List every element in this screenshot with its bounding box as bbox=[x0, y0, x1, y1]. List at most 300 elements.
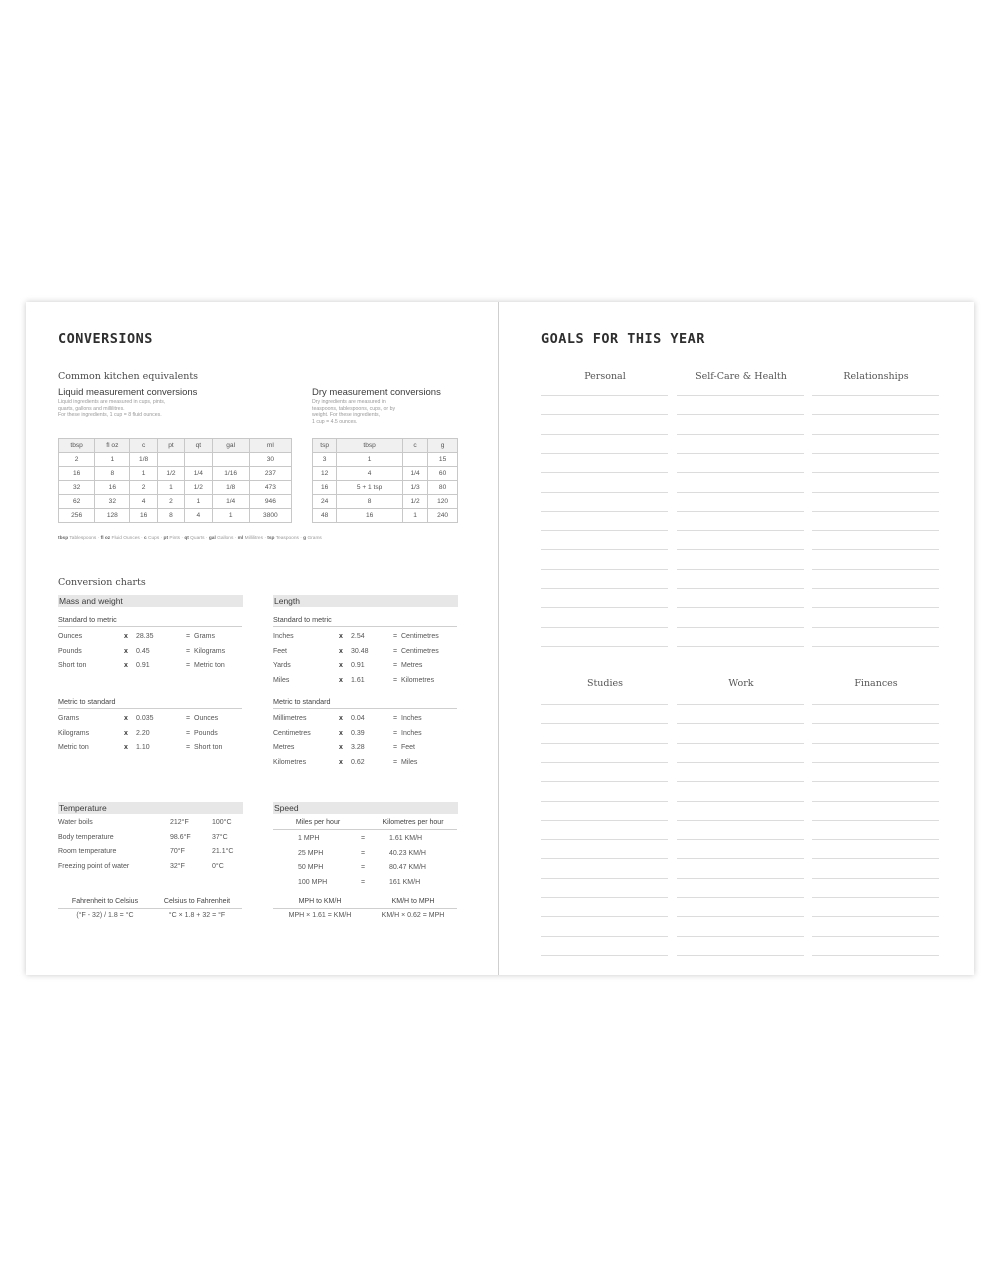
goals-bottom-goal-line bbox=[812, 955, 939, 956]
goals-bottom-goal-line bbox=[541, 704, 668, 705]
goals-top-goal-line bbox=[677, 627, 804, 628]
temperature-row bbox=[58, 819, 248, 829]
legend-item: qt Quarts · bbox=[184, 536, 209, 541]
dry-cell: 8 bbox=[337, 495, 403, 509]
goals-bottom-goal-line bbox=[677, 801, 804, 802]
mph-column-header: Miles per hour bbox=[295, 819, 341, 826]
mass-metric-cell: = bbox=[186, 715, 191, 722]
speed-cell: 100 MPH bbox=[298, 879, 328, 887]
goals-page bbox=[499, 302, 974, 975]
divider bbox=[273, 626, 457, 627]
mass-metric-cell: 0.035 bbox=[136, 715, 154, 722]
dry-header-cell: tbsp bbox=[337, 439, 403, 453]
liquid-cell: 1 bbox=[185, 495, 212, 509]
goals-bottom-goal-line bbox=[541, 878, 668, 879]
mass-metric-cell: x bbox=[124, 715, 128, 722]
mass-std-row bbox=[58, 662, 248, 672]
dry-cell: 5 + 1 tsp bbox=[337, 481, 403, 495]
dry-note-line: 1 cup = 4.5 ounces. bbox=[312, 418, 358, 425]
dry-header-row bbox=[313, 439, 458, 453]
liquid-note bbox=[58, 399, 248, 419]
mph-to-kmh-formula: MPH × 1.61 = KM/H bbox=[288, 912, 352, 919]
goals-top-goal-line bbox=[677, 530, 804, 531]
legend-item: gal Gallons · bbox=[208, 536, 238, 541]
goals-top-goal-line bbox=[541, 646, 668, 647]
goals-bottom-goal-line bbox=[812, 801, 939, 802]
goals-top-goal-line bbox=[677, 492, 804, 493]
mass-metric-to-std-label: Metric to standard bbox=[58, 697, 116, 706]
goals-bottom-goal-line bbox=[677, 781, 804, 782]
liquid-row bbox=[59, 453, 292, 467]
dry-row bbox=[313, 481, 458, 495]
mass-metric-cell: = bbox=[186, 729, 191, 737]
dry-cell: 1/2 bbox=[402, 495, 427, 509]
conversions-page bbox=[26, 302, 498, 975]
temperature-cell: 98.6°F bbox=[170, 833, 191, 841]
dry-row bbox=[313, 495, 458, 509]
liquid-table bbox=[58, 438, 292, 523]
dry-row bbox=[313, 509, 458, 523]
goals-top-goal-line bbox=[541, 414, 668, 415]
liquid-cell: 1/4 bbox=[212, 495, 249, 509]
length-metric-row bbox=[273, 744, 463, 754]
dry-cell: 16 bbox=[337, 509, 403, 523]
goals-top-goal-line bbox=[812, 569, 939, 570]
length-std-cell: = bbox=[393, 662, 398, 670]
temperature-cell: Water boils bbox=[58, 819, 93, 826]
goals-top-goal-line bbox=[812, 588, 939, 589]
goals-bottom-goal-line bbox=[541, 936, 668, 937]
liquid-header-cell: fl oz bbox=[95, 439, 130, 453]
mass-std-cell: 28.35 bbox=[136, 633, 154, 640]
dry-cell: 60 bbox=[428, 467, 458, 481]
length-metric-cell: x bbox=[339, 715, 343, 722]
liquid-row bbox=[59, 481, 292, 495]
kmh-column-header: Kilometres per hour bbox=[382, 819, 444, 826]
goals-top-goal-line bbox=[812, 607, 939, 608]
liquid-cell: 946 bbox=[249, 495, 291, 509]
goals-top-goal-line bbox=[541, 492, 668, 493]
mass-std-cell: = bbox=[186, 647, 191, 655]
goals-top-goal-line bbox=[812, 414, 939, 415]
dry-note-line: teaspoons, tablespoons, cups, or by bbox=[312, 405, 396, 412]
mass-metric-cell: x bbox=[124, 729, 128, 737]
liquid-cell: 32 bbox=[95, 495, 130, 509]
legend-abbr: ml bbox=[237, 536, 244, 541]
liquid-header-cell: qt bbox=[185, 439, 212, 453]
liquid-cell: 30 bbox=[249, 453, 291, 467]
mass-std-cell: = bbox=[186, 633, 191, 640]
speed-row bbox=[273, 850, 463, 860]
goals-bottom-goal-line bbox=[677, 916, 804, 917]
temperature-row bbox=[58, 848, 248, 858]
mass-metric-row bbox=[58, 730, 248, 740]
speed-heading: Speed bbox=[273, 802, 458, 814]
goals-bottom-goal-line bbox=[541, 897, 668, 898]
length-metric-cell: Miles bbox=[401, 759, 418, 767]
liquid-cell: 1/4 bbox=[185, 467, 212, 481]
liquid-header-cell: gal bbox=[212, 439, 249, 453]
goals-top-goal-line bbox=[812, 492, 939, 493]
mass-std-cell: x bbox=[124, 662, 128, 670]
liquid-note-line: quarts, gallons and millilitres. bbox=[58, 405, 125, 412]
goals-top-goal-line bbox=[812, 646, 939, 647]
legend-abbr: c bbox=[144, 536, 147, 541]
liquid-cell: 1/8 bbox=[212, 481, 249, 495]
length-metric-cell: Metres bbox=[273, 744, 295, 752]
liquid-row bbox=[59, 509, 292, 523]
length-std-cell: 0.91 bbox=[351, 662, 365, 670]
length-std-cell: Miles bbox=[273, 677, 290, 685]
goals-title: GOALS FOR THIS YEAR bbox=[541, 331, 705, 347]
liquid-cell: 16 bbox=[59, 467, 95, 481]
goals-bottom-goal-line bbox=[541, 801, 668, 802]
speed-cell: 50 MPH bbox=[298, 864, 324, 872]
liquid-cell: 1 bbox=[95, 453, 130, 467]
liquid-header-row bbox=[59, 439, 292, 453]
goals-top-goal-line bbox=[677, 395, 804, 396]
speed-cell: 161 KM/H bbox=[389, 879, 421, 887]
mass-metric-row bbox=[58, 744, 248, 754]
dry-header-cell: c bbox=[402, 439, 427, 453]
goals-bottom-goal-line bbox=[812, 897, 939, 898]
length-metric-cell: Centimetres bbox=[273, 729, 311, 737]
speed-cell: 40.23 KM/H bbox=[389, 849, 426, 857]
temperature-cell: 100°C bbox=[212, 819, 232, 826]
dry-cell: 15 bbox=[428, 453, 458, 467]
goals-top-goal-line bbox=[541, 453, 668, 454]
goals-bottom-goal-line bbox=[677, 820, 804, 821]
speed-cell: 1 MPH bbox=[298, 835, 320, 842]
liquid-cell: 237 bbox=[249, 467, 291, 481]
kitchen-heading: Common kitchen equivalents bbox=[58, 371, 199, 382]
speed-cell: = bbox=[361, 835, 366, 842]
liquid-header-cell: ml bbox=[249, 439, 291, 453]
dry-table bbox=[312, 438, 458, 523]
liquid-cell: 1/8 bbox=[130, 453, 157, 467]
speed-cell: 25 MPH bbox=[298, 849, 324, 857]
liquid-heading: Liquid measurement conversions bbox=[58, 387, 198, 398]
goals-bottom-goal-line bbox=[812, 704, 939, 705]
speed-cell: = bbox=[361, 849, 366, 857]
speed-cell: 1.61 KM/H bbox=[389, 835, 423, 842]
mass-std-cell: = bbox=[186, 662, 191, 670]
length-metric-cell: = bbox=[393, 744, 398, 752]
mass-metric-cell: Pounds bbox=[194, 729, 218, 737]
goals-top-goal-line bbox=[677, 414, 804, 415]
length-std-cell: 2.54 bbox=[351, 633, 365, 640]
length-metric-cell: 0.04 bbox=[351, 715, 365, 722]
length-metric-cell: Inches bbox=[401, 715, 422, 722]
divider bbox=[273, 829, 457, 830]
divider bbox=[58, 708, 242, 709]
goals-bottom-goal-line bbox=[677, 858, 804, 859]
length-metric-row bbox=[273, 715, 463, 725]
dry-note-line: Dry ingredients are measured in bbox=[312, 399, 386, 405]
mass-metric-cell: x bbox=[124, 744, 128, 752]
liquid-cell: 1 bbox=[212, 509, 249, 523]
goals-bottom-goal-line bbox=[677, 723, 804, 724]
temperature-cell: Body temperature bbox=[58, 833, 114, 841]
length-std-cell: = bbox=[393, 633, 398, 640]
mass-std-cell: Pounds bbox=[58, 647, 82, 655]
liquid-cell bbox=[185, 453, 212, 467]
length-std-cell: x bbox=[339, 677, 343, 685]
liquid-cell: 16 bbox=[95, 481, 130, 495]
speed-cell: 80.47 KM/H bbox=[389, 864, 426, 872]
mass-std-row bbox=[58, 648, 248, 658]
goals-bottom-goal-line bbox=[541, 762, 668, 763]
liquid-cell: 62 bbox=[59, 495, 95, 509]
length-metric-to-std-label: Metric to standard bbox=[273, 697, 331, 706]
liquid-cell: 473 bbox=[249, 481, 291, 495]
goals-bottom-goal-line bbox=[812, 858, 939, 859]
mass-std-cell: x bbox=[124, 633, 128, 640]
speed-row bbox=[273, 835, 463, 845]
goals-top-goal-line bbox=[541, 530, 668, 531]
liquid-cell: 2 bbox=[157, 495, 184, 509]
c-to-f-formula: °C × 1.8 + 32 = °F bbox=[168, 912, 226, 919]
liquid-cell bbox=[212, 453, 249, 467]
goals-bottom-goal-line bbox=[677, 897, 804, 898]
liquid-cell: 1/16 bbox=[212, 467, 249, 481]
goals-bottom-goal-line bbox=[541, 781, 668, 782]
goals-top-goal-line bbox=[677, 549, 804, 550]
length-metric-cell: = bbox=[393, 759, 398, 767]
length-metric-row bbox=[273, 759, 463, 769]
length-std-cell: Metres bbox=[401, 662, 423, 670]
goals-top-goal-line bbox=[677, 434, 804, 435]
liquid-cell: 1 bbox=[130, 467, 157, 481]
goals-bottom-goal-line bbox=[541, 955, 668, 956]
goals-bottom-goal-line bbox=[677, 955, 804, 956]
mass-std-row bbox=[58, 633, 248, 643]
dry-cell: 4 bbox=[337, 467, 403, 481]
legend-abbr: gal bbox=[208, 536, 216, 541]
temperature-row bbox=[58, 863, 248, 873]
goals-bottom-category-heading: Work bbox=[728, 678, 754, 689]
temperature-cell: Room temperature bbox=[58, 848, 117, 856]
length-metric-cell: x bbox=[339, 729, 343, 737]
length-std-cell: = bbox=[393, 647, 398, 655]
liquid-cell: 32 bbox=[59, 481, 95, 495]
length-std-row bbox=[273, 662, 463, 672]
mass-metric-cell: Metric ton bbox=[58, 744, 89, 752]
length-std-cell: x bbox=[339, 633, 343, 640]
f-to-c-label: Fahrenheit to Celsius bbox=[71, 898, 139, 905]
goals-bottom-category-heading: Finances bbox=[854, 678, 898, 689]
goals-bottom-goal-line bbox=[677, 704, 804, 705]
liquid-cell: 2 bbox=[130, 481, 157, 495]
liquid-cell: 4 bbox=[185, 509, 212, 523]
goals-bottom-goal-line bbox=[541, 839, 668, 840]
length-std-cell: 1.61 bbox=[351, 677, 365, 685]
goals-bottom-goal-line bbox=[677, 839, 804, 840]
length-metric-cell: Feet bbox=[401, 744, 416, 752]
liquid-header-cell: pt bbox=[157, 439, 184, 453]
goals-top-goal-line bbox=[812, 530, 939, 531]
temperature-cell: 0°C bbox=[212, 863, 224, 871]
goals-top-goal-line bbox=[812, 627, 939, 628]
mass-heading: Mass and weight bbox=[58, 595, 243, 607]
temperature-cell: Freezing point of water bbox=[58, 863, 130, 871]
temperature-row bbox=[58, 834, 248, 844]
goals-top-goal-line bbox=[677, 511, 804, 512]
dry-cell: 24 bbox=[313, 495, 337, 509]
goals-top-goal-line bbox=[541, 395, 668, 396]
legend-item: fl oz Fluid Ounces · bbox=[100, 536, 145, 541]
length-std-cell: Yards bbox=[273, 662, 291, 670]
dry-cell: 12 bbox=[313, 467, 337, 481]
legend-item: tsp Teaspoons · bbox=[267, 536, 304, 541]
mass-std-cell: 0.91 bbox=[136, 662, 150, 670]
legend-abbr: tsp bbox=[267, 536, 275, 541]
length-metric-cell: Inches bbox=[401, 729, 422, 737]
goals-bottom-goal-line bbox=[541, 743, 668, 744]
temperature-cell: 37°C bbox=[212, 833, 228, 841]
length-metric-row bbox=[273, 730, 463, 740]
legend-abbr: pt bbox=[163, 536, 169, 541]
goals-top-goal-line bbox=[541, 588, 668, 589]
goals-bottom-goal-line bbox=[677, 878, 804, 879]
goals-bottom-goal-line bbox=[541, 858, 668, 859]
legend-item: pt Pints · bbox=[163, 536, 185, 541]
goals-top-goal-line bbox=[541, 569, 668, 570]
goals-top-goal-line bbox=[541, 627, 668, 628]
goals-bottom-goal-line bbox=[812, 839, 939, 840]
goals-bottom-goal-line bbox=[812, 820, 939, 821]
dry-cell: 1 bbox=[337, 453, 403, 467]
mass-metric-cell: Short ton bbox=[194, 744, 223, 752]
length-metric-cell: 0.39 bbox=[351, 729, 365, 737]
liquid-cell: 128 bbox=[95, 509, 130, 523]
legend-abbr: fl oz bbox=[100, 536, 111, 541]
goals-bottom-goal-line bbox=[541, 723, 668, 724]
mass-metric-cell: Ounces bbox=[194, 715, 219, 722]
dry-cell: 240 bbox=[428, 509, 458, 523]
kmh-to-mph-formula: KM/H × 0.62 = MPH bbox=[381, 912, 445, 919]
length-heading: Length bbox=[273, 595, 458, 607]
liquid-cell: 3800 bbox=[249, 509, 291, 523]
mass-std-cell: Grams bbox=[194, 633, 215, 640]
length-metric-cell: 0.62 bbox=[351, 759, 365, 767]
goals-top-goal-line bbox=[677, 607, 804, 608]
dry-row bbox=[313, 453, 458, 467]
goals-top-category-heading: Relationships bbox=[843, 371, 909, 382]
dry-note bbox=[312, 399, 472, 425]
goals-top-goal-line bbox=[812, 511, 939, 512]
goals-bottom-goal-line bbox=[812, 723, 939, 724]
dry-heading: Dry measurement conversions bbox=[312, 387, 441, 398]
liquid-header-cell: c bbox=[130, 439, 157, 453]
length-std-cell: Inches bbox=[273, 633, 294, 640]
length-metric-cell: x bbox=[339, 759, 343, 767]
liquid-cell: 8 bbox=[95, 467, 130, 481]
goals-bottom-goal-line bbox=[812, 916, 939, 917]
liquid-cell: 1 bbox=[157, 481, 184, 495]
goals-top-goal-line bbox=[677, 646, 804, 647]
c-to-f-label: Celsius to Fahrenheit bbox=[163, 898, 231, 905]
goals-top-category-heading: Personal bbox=[584, 371, 626, 382]
kmh-to-mph-label: KM/H to MPH bbox=[391, 898, 435, 905]
mass-metric-cell: 2.20 bbox=[136, 729, 150, 737]
legend-item: c Cups · bbox=[144, 536, 164, 541]
liquid-cell bbox=[157, 453, 184, 467]
length-std-row bbox=[273, 677, 463, 687]
mass-metric-cell: Grams bbox=[58, 715, 79, 722]
dry-header-cell: tsp bbox=[313, 439, 337, 453]
dry-cell: 3 bbox=[313, 453, 337, 467]
speed-row bbox=[273, 879, 463, 889]
mass-metric-cell: = bbox=[186, 744, 191, 752]
liquid-cell: 1/2 bbox=[157, 467, 184, 481]
page-title: CONVERSIONS bbox=[58, 331, 153, 347]
length-std-row bbox=[273, 633, 463, 643]
goals-top-goal-line bbox=[677, 588, 804, 589]
liquid-cell: 8 bbox=[157, 509, 184, 523]
length-std-to-metric-label: Standard to metric bbox=[273, 615, 332, 624]
length-std-cell: Centimetres bbox=[401, 647, 439, 655]
mass-std-cell: x bbox=[124, 647, 128, 655]
legend-abbr: qt bbox=[184, 536, 189, 541]
goals-bottom-goal-line bbox=[677, 762, 804, 763]
length-metric-cell: x bbox=[339, 744, 343, 752]
temperature-cell: 32°F bbox=[170, 863, 185, 871]
length-metric-cell: = bbox=[393, 715, 398, 722]
speed-cell: = bbox=[361, 879, 366, 887]
dry-cell: 1/3 bbox=[402, 481, 427, 495]
notebook-spread bbox=[26, 302, 974, 975]
dry-cell: 80 bbox=[428, 481, 458, 495]
goals-top-goal-line bbox=[541, 549, 668, 550]
goals-top-goal-line bbox=[541, 434, 668, 435]
liquid-cell: 2 bbox=[59, 453, 95, 467]
length-std-row bbox=[273, 648, 463, 658]
legend-item: g Grams bbox=[303, 536, 322, 541]
goals-bottom-goal-line bbox=[812, 762, 939, 763]
goals-bottom-goal-line bbox=[677, 936, 804, 937]
length-std-cell: x bbox=[339, 647, 343, 655]
dry-cell: 16 bbox=[313, 481, 337, 495]
length-std-cell: = bbox=[393, 677, 398, 685]
divider bbox=[273, 908, 457, 909]
legend-abbr: g bbox=[303, 536, 307, 541]
goals-top-goal-line bbox=[812, 453, 939, 454]
goals-bottom-goal-line bbox=[541, 916, 668, 917]
goals-bottom-goal-line bbox=[812, 936, 939, 937]
mass-std-cell: Ounces bbox=[58, 633, 83, 640]
goals-top-goal-line bbox=[677, 453, 804, 454]
speed-cell: = bbox=[361, 864, 366, 872]
divider bbox=[58, 626, 242, 627]
speed-row bbox=[273, 864, 463, 874]
temperature-heading: Temperature bbox=[58, 802, 243, 814]
length-metric-cell: 3.28 bbox=[351, 744, 365, 752]
goals-top-goal-line bbox=[677, 472, 804, 473]
goals-top-goal-line bbox=[541, 607, 668, 608]
liquid-cell: 16 bbox=[130, 509, 157, 523]
mph-to-kmh-label: MPH to KM/H bbox=[298, 898, 342, 905]
mass-metric-cell: 1.10 bbox=[136, 744, 150, 752]
liquid-row bbox=[59, 467, 292, 481]
liquid-cell: 256 bbox=[59, 509, 95, 523]
length-std-cell: x bbox=[339, 662, 343, 670]
goals-bottom-goal-line bbox=[812, 743, 939, 744]
f-to-c-formula: (°F - 32) / 1.8 = °C bbox=[76, 912, 134, 919]
liquid-header-cell: tbsp bbox=[59, 439, 95, 453]
goals-bottom-goal-line bbox=[677, 743, 804, 744]
abbreviation-legend bbox=[58, 536, 322, 541]
